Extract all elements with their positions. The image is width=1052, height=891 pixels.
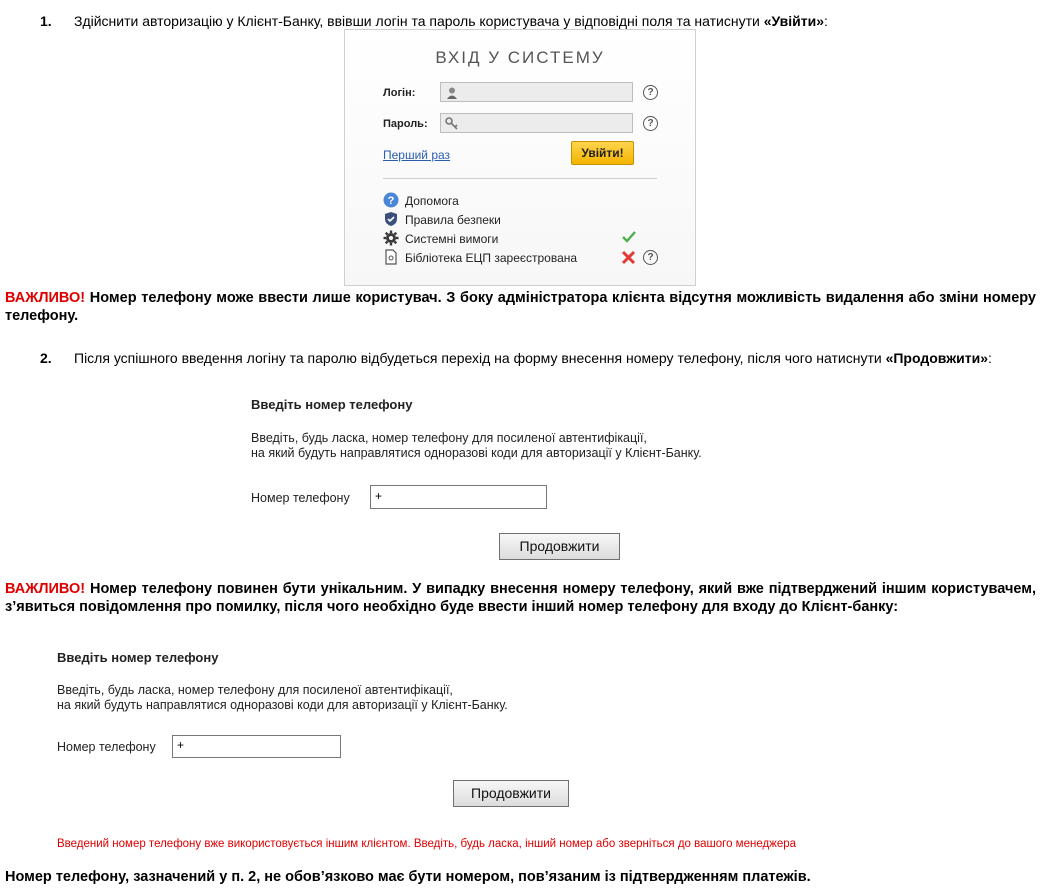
eds-library-label: Бібліотека ЕЦП зареєстрована bbox=[405, 251, 578, 265]
gear-icon bbox=[383, 230, 399, 246]
login-help-icon[interactable]: ? bbox=[643, 85, 658, 100]
login-input[interactable] bbox=[440, 82, 633, 102]
login-title: ВХІД У СИСТЕМУ bbox=[435, 48, 605, 67]
phone-form-1-continue-button[interactable]: Продовжити bbox=[499, 533, 620, 560]
step-2 bbox=[40, 349, 1036, 389]
step-2-body: Після успішного введення логіну та паролю відбудеться перехід на форму внесення номеру телефону, після чого натиснути bbox=[74, 350, 886, 366]
phone-form-2-input[interactable]: + bbox=[172, 735, 341, 758]
final-note: Номер телефону, зазначений у п. 2, не обов’язково має бути номером, пов’язаним із підтвердженням платежів. bbox=[5, 869, 811, 885]
step-2-emphasis: «Продовжити» bbox=[885, 350, 988, 366]
warning-1-text: Номер телефону може ввести лише користувач. З боку адміністратора клієнта відсутня можливість видалення або зміни номеру телефону. bbox=[5, 290, 1036, 324]
phone-form-2-continue-button[interactable]: Продовжити bbox=[453, 780, 569, 807]
phone-form-1-title: Введіть номер телефону bbox=[251, 397, 413, 412]
phone-error-message: Введений номер телефону вже використовується іншим клієнтом. Введіть, будь ласка, інший номер або зверніться до вашого менеджера bbox=[57, 838, 797, 850]
phone-form-1-desc-line-1: Введіть, будь ласка, номер телефону для посиленої автентифікації, bbox=[251, 431, 647, 445]
cross-icon bbox=[621, 250, 636, 265]
warning-1 bbox=[5, 289, 1036, 325]
document-icon bbox=[383, 249, 399, 265]
phone-form-1-label: Номер телефону bbox=[251, 491, 350, 505]
password-help-icon[interactable]: ? bbox=[643, 116, 658, 131]
step-1-body: Здійснити авторизацію у Клієнт-Банку, ввівши логін та пароль користувача у відповідні поля та натиснути bbox=[74, 13, 764, 29]
step-2-number: 2. bbox=[40, 350, 52, 366]
shield-icon bbox=[383, 211, 399, 227]
user-icon bbox=[445, 86, 459, 100]
step-2-tail: : bbox=[988, 350, 992, 366]
svg-text:?: ? bbox=[387, 195, 395, 207]
phone-form-1-input[interactable]: + bbox=[370, 485, 547, 509]
login-panel bbox=[344, 29, 696, 286]
warning-2-label: ВАЖЛИВО! bbox=[5, 581, 86, 597]
warning-2 bbox=[5, 580, 1036, 616]
enter-button[interactable]: Увійти! bbox=[571, 141, 634, 165]
security-rules-label: Правила безпеки bbox=[405, 213, 501, 227]
password-input[interactable] bbox=[440, 113, 633, 133]
check-icon bbox=[621, 229, 637, 245]
help-icon bbox=[383, 192, 399, 208]
phone-form-2-desc bbox=[57, 683, 508, 713]
phone-form-1-desc bbox=[251, 431, 702, 461]
key-icon bbox=[445, 117, 459, 131]
first-time-link[interactable]: Перший раз bbox=[383, 148, 451, 162]
phone-form-2-desc-line-1: Введіть, будь ласка, номер телефону для посиленої автентифікації, bbox=[57, 683, 453, 697]
step-1-text bbox=[74, 12, 1036, 30]
phone-form-2-desc-line-2: на який будуть направлятися одноразові коди для авторизації у Клієнт-Банку. bbox=[57, 698, 508, 712]
help-link-label: Допомога bbox=[405, 194, 459, 208]
system-requirements-label: Системні вимоги bbox=[405, 232, 499, 246]
login-label: Логін: bbox=[383, 87, 416, 99]
login-divider bbox=[383, 178, 657, 179]
phone-form-1-desc-line-2: на який будуть направлятися одноразові коди для авторизації у Клієнт-Банку. bbox=[251, 446, 702, 460]
step-1-number: 1. bbox=[40, 13, 52, 29]
phone-form-2-title: Введіть номер телефону bbox=[57, 650, 219, 665]
password-label: Пароль: bbox=[383, 118, 428, 130]
step-2-text bbox=[74, 349, 1036, 367]
step-1-emphasis: «Увійти» bbox=[763, 13, 825, 29]
eds-help-icon[interactable]: ? bbox=[643, 250, 658, 265]
phone-form-2-label: Номер телефону bbox=[57, 740, 156, 754]
step-1-tail: : bbox=[824, 13, 828, 29]
warning-1-label: ВАЖЛИВО! bbox=[5, 290, 86, 306]
warning-2-text: Номер телефону повинен бути унікальним. У випадку внесення номеру телефону, який вже підтверджений іншим користувачем, з’явиться повідомлення про помилку, після чого необхідно буде ввести інший номер телефону для входу до Клієнт-банку: bbox=[5, 581, 1036, 615]
